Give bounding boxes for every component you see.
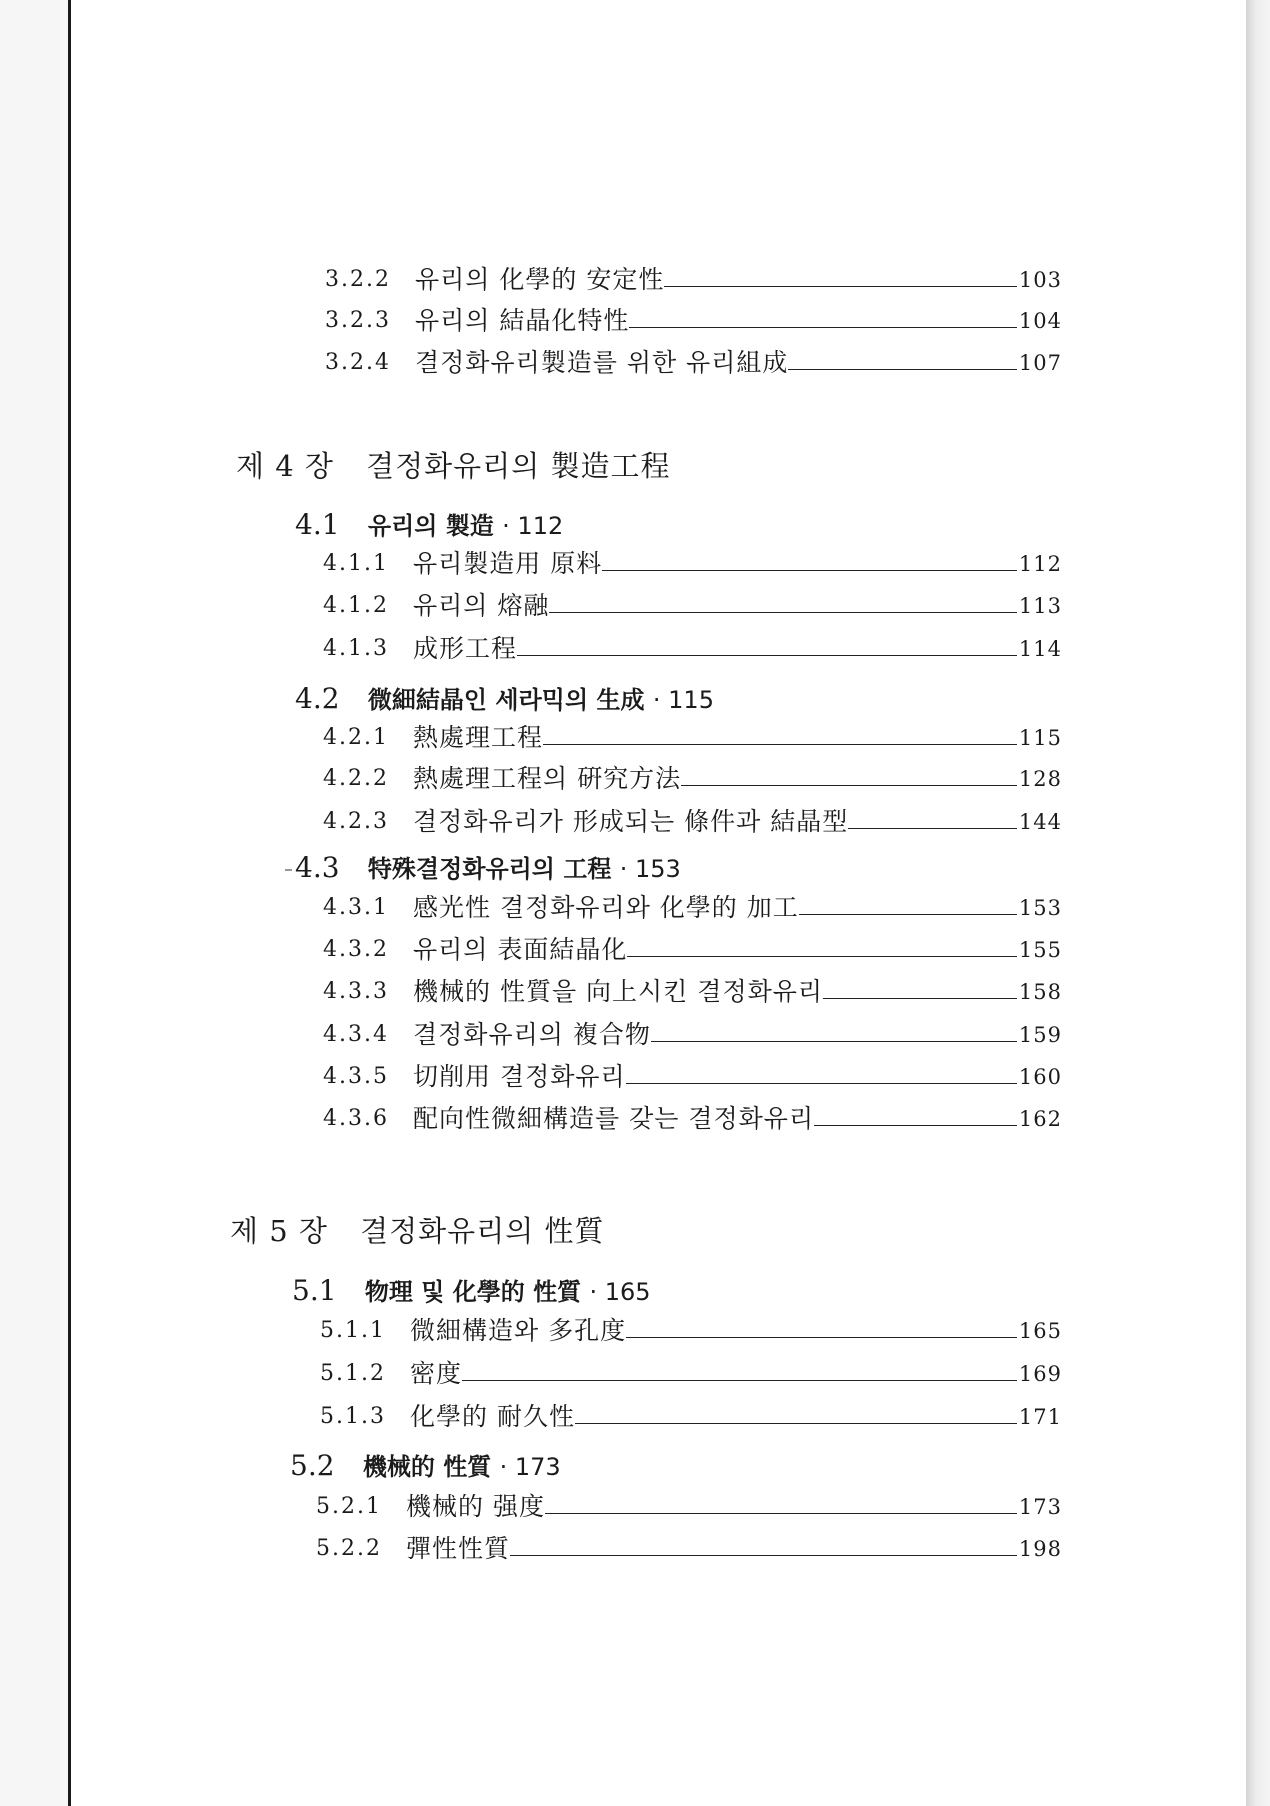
section-heading [292,1272,651,1307]
entry-number: 4.3.5 [323,1064,389,1089]
entry-title: 成形工程 [413,634,518,663]
entry-page: 112 [1018,552,1062,576]
section-title: 物理 및 化學的 性質 [364,1278,582,1306]
toc-entry [325,262,1062,296]
entry-page: 159 [1018,1023,1062,1047]
entry-page: 169 [1018,1362,1062,1386]
entry-page: 155 [1018,938,1062,962]
entry-number: 5.1.1 [320,1318,386,1343]
entry-title: 유리의 表面結晶化 [413,935,628,964]
section-page: · 165 [589,1278,651,1306]
entry-title: 결정화유리製造를 위한 유리組成 [415,348,789,377]
section-heading [295,680,714,715]
entry-title: 機械的 性質을 向上시킨 결정화유리 [413,977,824,1006]
dot-leader [823,998,1017,999]
section-title: 微細結晶인 세라믹의 生成 [367,686,645,714]
entry-page: 173 [1018,1495,1062,1519]
dot-leader [543,744,1017,745]
entry-number: 4.1.2 [323,593,389,618]
entry-page: 103 [1018,268,1062,292]
entry-page: 165 [1018,1319,1062,1343]
dot-leader [848,828,1017,829]
dot-leader [681,785,1017,786]
dot-leader [626,1337,1017,1338]
entry-page: 113 [1018,594,1062,618]
entry-title: 彈性性質 [406,1534,511,1563]
toc-entry [323,932,1062,966]
chapter-title: 결정화유리의 製造工程 [366,449,671,483]
section-number: 4.3 [295,851,340,884]
section-number: 5.1 [292,1274,337,1307]
toc-entry [323,588,1062,622]
entry-page: 153 [1018,896,1062,920]
entry-page: 171 [1018,1405,1062,1429]
entry-number: 3.2.4 [325,350,391,375]
section-page: · 112 [502,512,564,540]
entry-number: 4.3.1 [323,895,389,920]
toc-entry [323,804,1062,838]
toc-entry [323,631,1062,665]
dot-leader [510,1555,1017,1556]
section-number: 4.2 [295,682,340,715]
section-title: 特殊결정화유리의 工程 [367,855,612,883]
dot-leader [462,1380,1017,1381]
entry-title: 熱處理工程 [413,723,544,752]
dot-leader [602,570,1017,571]
entry-number: 4.3.3 [323,979,389,1004]
entry-number: 3.2.2 [325,267,391,292]
toc-entry [323,761,1062,795]
entry-number: 4.1.3 [323,636,389,661]
entry-title: 유리의 化學的 安定性 [415,265,665,294]
entry-title: 결정화유리가 形成되는 條件과 結晶型 [413,807,849,836]
section-page: · 153 [619,855,681,883]
entry-page: 114 [1018,637,1062,661]
entry-page: 144 [1018,810,1062,834]
entry-title: 유리製造用 原料 [413,549,603,578]
entry-title: 유리의 熔融 [413,591,550,620]
section-heading [295,506,563,541]
entry-page: 162 [1018,1107,1062,1131]
entry-title: 결정화유리의 複合物 [413,1020,651,1049]
toc-entry [323,974,1062,1008]
entry-number: 4.2.3 [323,809,389,834]
toc-entry [316,1531,1062,1565]
section-heading [290,1447,561,1482]
entry-title: 配向性微細構造를 갖는 결정화유리 [413,1104,815,1133]
entry-page: 128 [1018,767,1062,791]
section-number: 4.1 [295,508,340,541]
entry-number: 5.1.3 [320,1404,386,1429]
entry-page: 107 [1018,351,1062,375]
chapter-label: 제 5 장 [230,1214,328,1248]
toc-entry [325,345,1062,379]
entry-title: 熱處理工程의 硏究方法 [413,764,682,793]
dot-leader [575,1423,1017,1424]
entry-page: 160 [1018,1065,1062,1089]
section-title: 機械的 性質 [362,1453,492,1481]
toc-entry [323,720,1062,754]
chapter-heading [236,444,670,485]
entry-number: 5.2.2 [316,1536,382,1561]
entry-page: 158 [1018,980,1062,1004]
toc-entry [325,303,1062,337]
entry-page: 104 [1018,309,1062,333]
toc-entry [323,1017,1062,1051]
dot-leader [814,1125,1017,1126]
dot-leader [626,1083,1017,1084]
toc-entry [316,1489,1062,1523]
chapter-label: 제 4 장 [236,449,334,483]
chapter-heading [230,1209,604,1250]
entry-number: 3.2.3 [325,308,391,333]
dot-leader [788,369,1017,370]
entry-title: 유리의 結晶化特性 [415,306,630,335]
section-number: 5.2 [290,1449,335,1482]
toc-entry [323,1059,1062,1093]
dot-leader [651,1041,1017,1042]
entry-title: 感光性 결정화유리와 化學的 加工 [413,893,799,922]
toc-entry [320,1356,1062,1390]
toc-entry [323,1101,1062,1135]
dot-leader [545,1513,1017,1514]
entry-page: 115 [1018,726,1062,750]
toc-entry [323,890,1062,924]
entry-title: 機械的 强度 [406,1492,545,1521]
entry-number: 4.3.6 [323,1106,389,1131]
entry-number: 4.2.1 [323,725,389,750]
section-title: 유리의 製造 [367,512,494,540]
entry-title: 化學的 耐久性 [410,1402,575,1431]
scan-mark [285,869,292,871]
entry-number: 5.2.1 [316,1494,382,1519]
dot-leader [627,956,1017,957]
toc-entry [320,1313,1062,1347]
dot-leader [664,286,1017,287]
dot-leader [549,612,1017,613]
section-heading [295,849,681,884]
dot-leader [629,327,1017,328]
entry-title: 切削用 결정화유리 [413,1062,626,1091]
entry-title: 密度 [410,1359,463,1388]
entry-title: 微細構造와 多孔度 [410,1316,627,1345]
chapter-title: 결정화유리의 性質 [360,1214,605,1248]
entry-number: 4.2.2 [323,766,389,791]
dot-leader [517,655,1017,656]
section-page: · 115 [652,686,714,714]
section-page: · 173 [499,1453,561,1481]
toc-entry [323,546,1062,580]
entry-number: 4.3.2 [323,937,389,962]
entry-number: 5.1.2 [320,1361,386,1386]
entry-number: 4.3.4 [323,1022,389,1047]
toc-entry [320,1399,1062,1433]
entry-number: 4.1.1 [323,551,389,576]
entry-page: 198 [1018,1537,1062,1561]
dot-leader [799,914,1017,915]
